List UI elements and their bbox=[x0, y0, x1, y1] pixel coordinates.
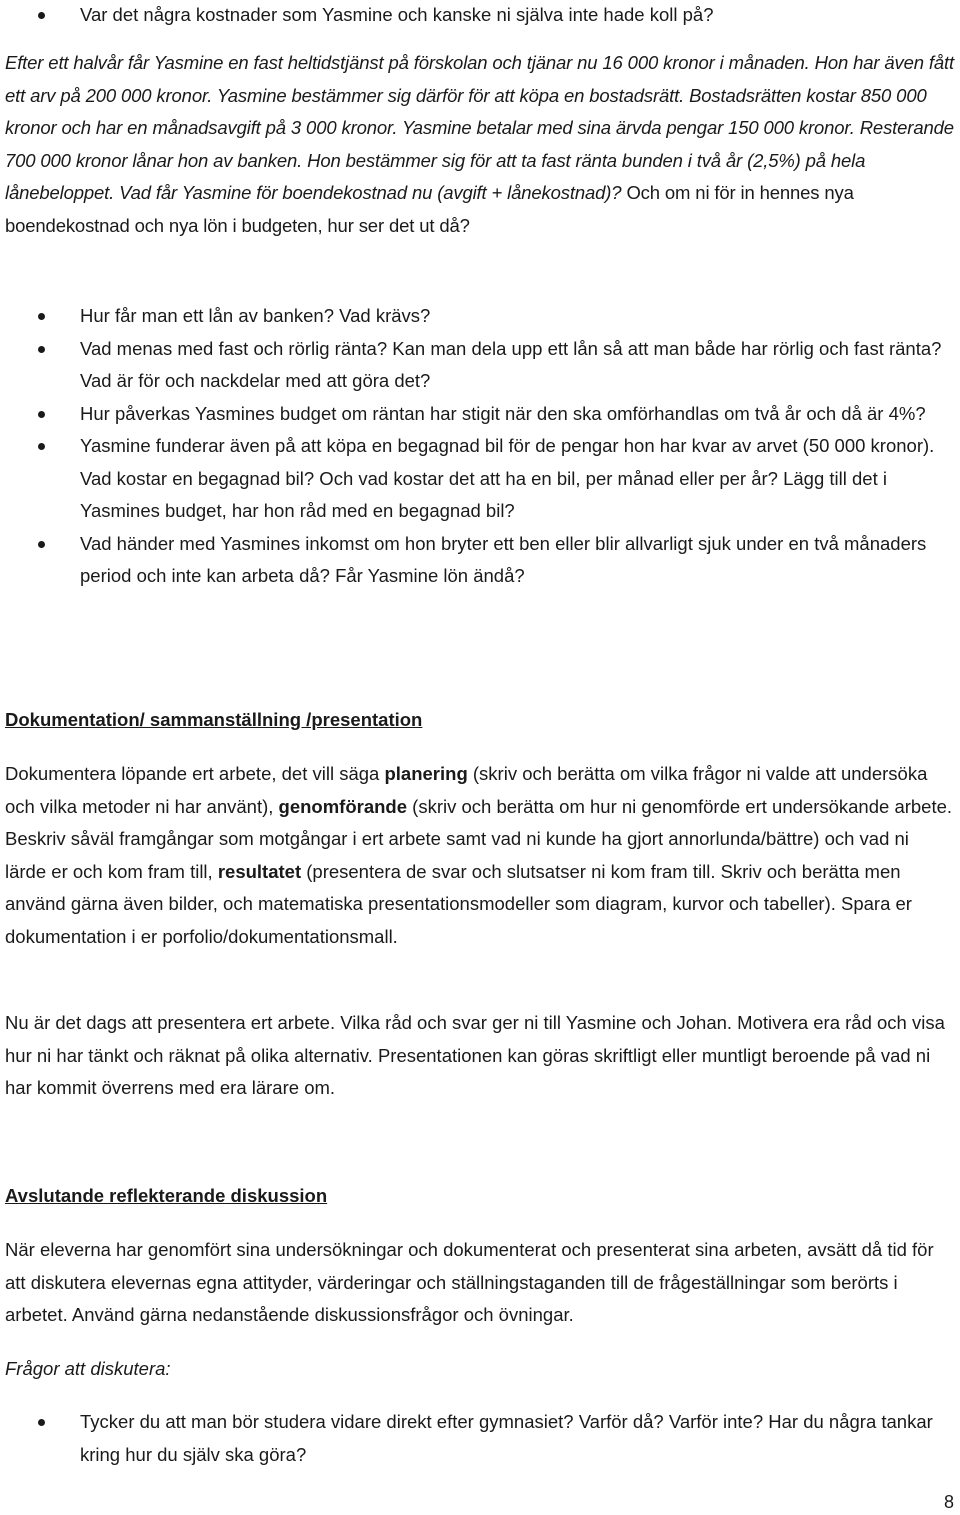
list-item: Tycker du att man bör studera vidare direkt efter gymnasiet? Varför då? Varför inte? Har du några tankar kring hur du själv ska göra? bbox=[0, 1406, 955, 1471]
list-item: Yasmine funderar även på att köpa en begagnad bil för de pengar hon har kvar av arvet (50 000 kronor). Vad kostar en begagnad bil? Och vad kostar det att ha en bil, per månad eller per år? Lägg till det i Yasmines budget, har hon råd med en begagnad bil? bbox=[0, 430, 955, 528]
list-item: Hur påverkas Yasmines budget om räntan har stigit när den ska omförhandlas om två år och då är 4%? bbox=[0, 398, 955, 431]
section-heading-documentation: Dokumentation/ sammanställning /presentation bbox=[5, 709, 423, 730]
scenario-italic-text: Efter ett halvår får Yasmine en fast heltidstjänst på förskolan och tjänar nu 16 000 kronor i månaden. Hon har även fått ett arv på 200 000 kronor. Yasmine bestämmer sig därför för att köpa en bostadsrätt. Bostadsrätten kostar 850 000 kronor och har en månadsavgift på 3 000 kronor. Yasmine betalar med sina ärvda pengar 150 000 kronor. Resterande 700 000 kronor lånar hon av banken. Hon bestämmer sig för att ta fast ränta bunden i två år (2,5%) på hela lånebeloppet. Vad får Yasmine för boendekostnad nu (avgift + lånekostnad)? bbox=[5, 52, 955, 203]
doc-bold-genomforande: genomförande bbox=[278, 795, 408, 817]
scenario-normal-text: Och om ni för in hennes nya boendekostnad och nya lön i budgeten, hur ser det ut då? bbox=[5, 182, 854, 236]
doc-bold-resultatet: resultatet bbox=[217, 860, 302, 882]
doc-text: (skriv och berätta om vilka frågor ni valde att undersöka och vilka metoder ni har använt), bbox=[5, 763, 928, 817]
doc-text: Dokumentera löpande ert arbete, det vill säga bbox=[5, 763, 385, 784]
doc-text: (skriv och berätta om hur ni genomförde ert undersökande arbete. Beskriv såväl framgångar som motgångar i ert arbete samt vad ni kunde ha gjort annorlunda/bättre) och vad ni lärde er och kom fram till, bbox=[5, 795, 953, 882]
list-item: Var det några kostnader som Yasmine och kanske ni själva inte hade koll på? bbox=[0, 0, 955, 32]
bullet-list-questions bbox=[0, 1406, 955, 1471]
list-item: Vad händer med Yasmines inkomst om hon bryter ett ben eller blir allvarligt sjuk under en två månaders period och inte kan arbeta då? Får Yasmine lön ändå? bbox=[0, 528, 955, 593]
documentation-paragraph bbox=[5, 758, 955, 953]
presentation-paragraph: Nu är det dags att presentera ert arbete. Vilka råd och svar ger ni till Yasmine och Johan. Motivera era råd och visa hur ni har tänkt och räknat på olika alternativ. Presentationen kan göras skriftligt eller muntligt beroende på vad ni har kommit överrens med era lärare om. bbox=[5, 1012, 945, 1098]
page-number: 8 bbox=[944, 1492, 955, 1512]
section-heading-reflection: Avslutande reflekterande diskussion bbox=[5, 1185, 328, 1206]
list-item: Vad menas med fast och rörlig ränta? Kan man dela upp ett lån så att man både har rörlig och fast ränta? Vad är för och nackdelar med att göra det? bbox=[0, 333, 955, 398]
list-item: Hur får man ett lån av banken? Vad krävs? bbox=[0, 300, 955, 333]
questions-label: Frågor att diskutera: bbox=[5, 1358, 171, 1379]
bullet-list-loan bbox=[0, 300, 955, 593]
doc-bold-planering: planering bbox=[384, 763, 468, 784]
reflection-paragraph: När eleverna har genomfört sina undersökningar och dokumenterat och presenterat sina arbeten, avsätt då tid för att diskutera elevernas egna attityder, värderingar och ställningstaganden till de frågeställningar som berörts i arbetet. Använd gärna nedanstående diskussionsfrågor och övningar. bbox=[5, 1239, 934, 1325]
scenario-paragraph bbox=[5, 47, 960, 242]
doc-text: (presentera de svar och slutsatser ni kom fram till. Skriv och berätta men använd gärna även bilder, och matematiska presentationsmodeller som diagram, kurvor och tabeller). Spara er dokumentation i er porfolio/dokumentationsmall. bbox=[5, 860, 912, 947]
bullet-list-top bbox=[0, 0, 955, 32]
